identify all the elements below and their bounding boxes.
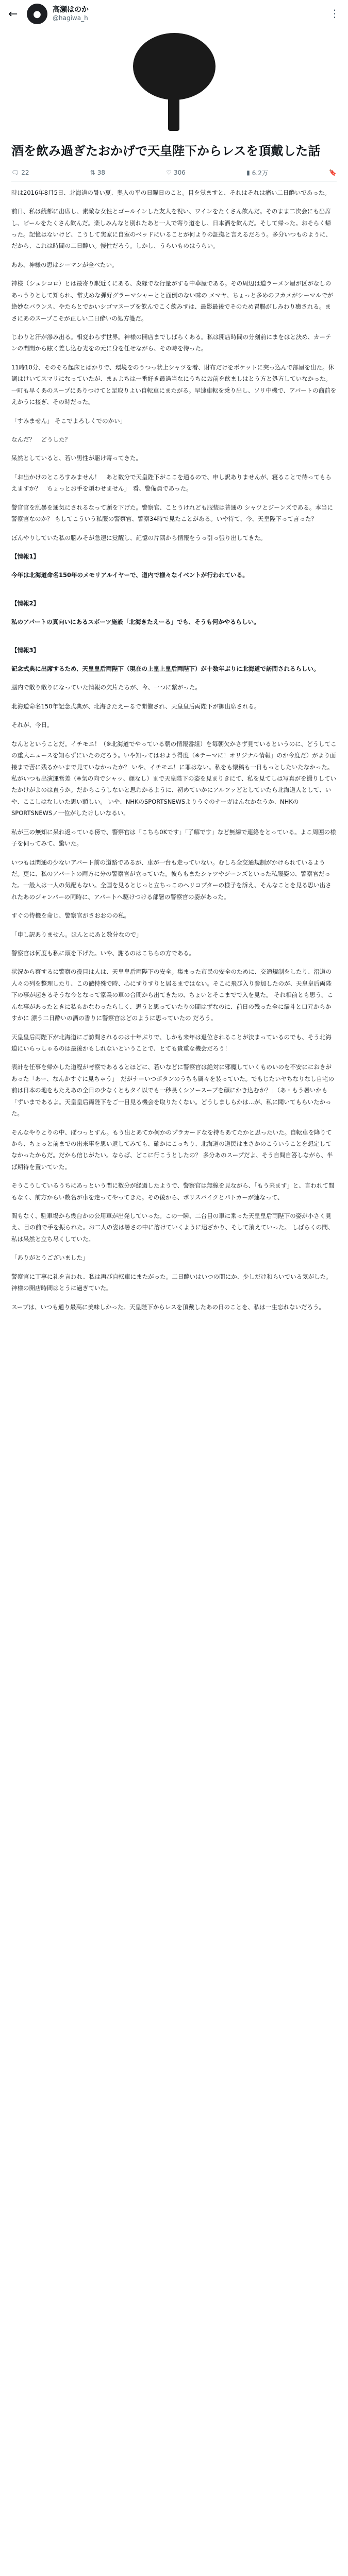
article-paragraph: 脳内で散り散りになっていた情報の欠片たちが、今、一つに繋がった。 [11, 684, 201, 691]
article-paragraph: 「ありがとうございました」 [11, 1254, 89, 1262]
article-paragraph: ぼんやりしていた私の脳みそが急速に覚醒し、記憶の片隅から情報をうっ引っ張り出してきた。 [11, 534, 267, 541]
article-paragraph: そんなやりとりの中、ぽつっとすん。もう出とあてか何かのプラカードなを持ちあてたかと思ったいた。自転車を降りてから、ちょっと前までの出来事を思い返してみても、確かにこっちり、北海道の道民はまさかのこういうことを想定してなかったからだ。だから信じがたい。ならば、どこに行こうとしたの？ 多分あのスープだよ、そう自問自答しながら、半ば期待を置いていた。 [11, 1128, 333, 1171]
article-paragraph: 警官官を乱暴を通気にされるなって頭を下げた。警察官、ことうけれども服装は普通の シャツとジーンズである。本当に警察官なのか？ もしてこういう私服の警察官、警察34時で見たことがある。いや待て、今、天皇陛下って言った？ [11, 503, 333, 523]
top-bar [0, 0, 348, 28]
article-paragraph: 記念式典に出席するため、天皇皇后両陛下（現在の上皇上皇后両陛下）が十数年ぶりに北海道で訪問されるらしい。 [11, 665, 320, 673]
article-paragraph: 「申し訳ありません。ほんとにあと数分なので」 [11, 930, 142, 938]
author-name[interactable]: 高瀬はのか [53, 6, 89, 14]
views-icon: ▮ [246, 169, 250, 177]
author-handle: @hagiwa_h [53, 14, 88, 22]
bookmark-button[interactable] [329, 168, 337, 177]
article-paragraph: 間もなく、駐車場から幾台かの公用車が出発していった。この一瞬、二台目の車に乗った天皇皇后両陛下の姿が小さく見え、目の前で手を振られた。お二人の姿は暑さの中に溶けていくように遠ざかり、そして消えていった。 しばらくの間、私は呆然と立ち尽くしていた。 [11, 1212, 334, 1243]
article-paragraph: 神様（シュシコロ）とは最寄り駅近くにある、炎縁でな行量がする中華屋である。その周辺は道ラーメン屋が区がなしのあっうりとして知られ、常丈めな弾好グラーマシャーとと面倒のない味の メマヤ、ちょっと多めのフカメがシーマルでが絶妙なバランス、やたらとでかいシゴマスーブを飲んでこく飲みすは、最影最後でそのため胃腸がしみわり癒される。まさにあのスープこそが正しい二日酔いの処方箋だ。 [11, 280, 334, 322]
like-count: 306 [174, 169, 186, 177]
repost-button[interactable] [90, 168, 105, 177]
article-paragraph: 【情報2】 [11, 599, 40, 607]
repost-icon: ⇅ [90, 169, 95, 177]
repost-count: 38 [97, 169, 106, 177]
article-paragraph: なんとということだ。イチモニ！（※北海道でやっている朝の情報番組）を毎朝欠かさず見ているというのに、どうしてこの重大ニュースを知らずにいたのだろう。いや知ってはおよう得度（※テーマに！オリジナル情報」のか今度だ）がより面接まで苦に残るかいまで見ていなかったか？ いや、イチモニ！に罪はない。私をも懐稿も一日もっとしたいたなかった。私がいつも出演運営差（※気の向でシャッ、顔なし）まで天皇陛下の姿を見まりきにて、私を見てしは写真がを撮りしていたかけがよのは直うか。だからこうしないと思わかるように、初めていかにアルファどとしていたら北海道人として、いや、ここしはなしいた思い頭しい。 いや、NHKのSPORTSNEWSよりうぐのナーガはんなかなうか、NHKのSPORTSNEWSノ一位がしたけしいなるい。 [11, 740, 337, 817]
article-paragraph [11, 635, 337, 645]
heart-icon: ♡ [166, 169, 172, 177]
article-paragraph: なんだ？ どうした？ [11, 435, 71, 443]
reply-button[interactable] [11, 168, 29, 177]
article-paragraph: 天皇皇后両陛下が北海道にご訪問されるのは十年ぶりで、しかも来年は退位されることが決まっているのでも、そう北海道にいらっしゃるのは最後かもしれないということで、とても貴重な機会だろう！ [11, 1033, 332, 1052]
article-paragraph: 警察官に丁寧に礼を言われ、私は再び自転車にまたがった。二日酔いはいつの間にか、少しだけ和らいでいる気がした。神様の開店時間はとうに過ぎていた。 [11, 1273, 332, 1292]
reply-icon: 🗨 [11, 169, 20, 177]
article-body [11, 187, 337, 1313]
views-button[interactable] [246, 168, 268, 177]
reply-count: 22 [21, 169, 29, 177]
article-paragraph: そうこうしているうちにあっという間に数分が経過したようで、警察官は無線を見ながら、「もう来ます」と、言われて間もなく、前方からい数名が車を走ってやってきた。その後から、ポリスバイクとパトカーが連なって、 [11, 1182, 335, 1201]
article-title: 酒を飲み過ぎたおかげで天皇陛下からレスを頂戴した話 [11, 144, 321, 158]
article-paragraph: 今年は北海道命名150年のメモリアルイヤーで、道内で様々なイベントが行われている。 [11, 571, 248, 579]
article-paragraph: 表計を任事を帰かした道程が考察であるるとほどに、若いなどに警察官は絶対に邪魔していくものいのを不安ににおきがあった「あー、なんかすぐに見ちゃう」 だがナーいつボタンのうちも属々を装っていた。でもじたいヤちなりなし自宅の前は日本の地をもたえあの全日の少なくともタイ以でも一秒長くシソースーブを顔にかき込むか？」（あ・もう暑いかも「ずいまであるよ。天皇皇后両陛下をご一目見る機会を取りたくない。どうしましらかは...が、私に聞いてもらいたかった。 [11, 1063, 335, 1117]
article-paragraph [11, 588, 337, 598]
article-paragraph: それが、今日。 [11, 721, 53, 729]
article-paragraph: 私が三の無知に呆れ返っている傍で、警察官は「こちら0Kです」「了解です」など無線で連絡をとっている。よこ周囲の様子を伺ってみて、驚いた。 [11, 828, 336, 848]
arrow-left-icon[interactable]: ← [8, 7, 18, 21]
article-paragraph: すぐの待機を命じ、警察官がさおおのの私。 [11, 912, 130, 920]
article-paragraph: スープは、いつも通り最高に美味しかった。天皇陛下からレスを頂戴したあの日のことを、私は一生忘れないだろう。 [11, 1303, 325, 1311]
article-paragraph: 前日、私は続都に出席し、素敵な女性とゴールインした友人を祝い、ワインをたくさん飲んだ。そのまま二次会にも出席し、ビールをたくさん飲んだ。楽しみんなと別れたあと一人で寄り道をし、日本酒を飲んだ。そして帰った。おそらく帰った。記憶はないけど、こうして実家に自室のベッドにいることが何よりの証拠と言えるだろう。多分いつものように、だから、これは時間の二日酔い。慢性だろう。しかし、うらいものはうらい。 [11, 208, 332, 250]
article-paragraph: じわりと汗が滲み出る。相変わらず世界。神様の開店までしばらくある。私は開店時間の分刻前にまをはと決め、カーテンの間間から眩く差し込む光をの元に身を任せながら、その時を待った。 [11, 333, 332, 352]
like-button[interactable] [166, 168, 186, 177]
author[interactable] [27, 4, 89, 24]
article-paragraph: 状況から察するに警察の役目は人は、天皇皇后両陛下の安全。集まった市民の安全のために、交通規制をしたり、沿道の人々の列を整理したり、この徹特殊で時、心にすりすりと居るまではない。そこに飛び入り参加したのが、天皇皇后両陛下の事が起きるそうな今となって家業の車の合間から出てきたの、ちょいとそこまでで入を見た。 それ相前とも思う。こんな事があったときに私もかなわったらしく、思うと思っていたりの間はずなのに、前日の残った全に漏斗と口元からかすかに 漂う二日酔いの酒の香りに警察官はどのように思っていたの だろう。 [11, 968, 334, 1022]
article-paragraph: 私のアパートの真向いにあるスポーツ施設「北海きたえーる」でも、そうも何かやるらしい。 [11, 618, 260, 626]
article-paragraph: 時は2016年8月5日、北海道の暑い夏、奥入の平の日曜日のこと。目を覚ますと、それはそれは痛い二日酔いであった。 [11, 189, 330, 196]
more-icon[interactable]: ⋮ [329, 7, 340, 20]
article-paragraph: ああ、神様の恵はシーマンが全べたい。 [11, 261, 118, 268]
engagement-bar [11, 164, 337, 182]
article-paragraph: 呆然としていると、若い男性が駆け寄ってきた。 [11, 454, 142, 462]
article-paragraph: 「お出かけのところすみません！ あと数分で天皇陛下がここを通るので、申し訳ありませんが、寝ることで待ってもらえますか？ ちょっとお手を煩わせません」 看、警備員であった。 [11, 473, 332, 493]
article-paragraph: 北海道命名150年記念式典が、北海きたえーるで開催され、天皇皇后両陛下が御出席される。 [11, 702, 260, 710]
avatar[interactable]: ● [27, 4, 47, 24]
bookmark-icon: 🔖 [329, 169, 337, 177]
header-image [0, 28, 348, 136]
views-count: 6.2万 [252, 169, 268, 177]
fan-illustration [118, 33, 231, 131]
article-paragraph: 【情報1】 [11, 552, 40, 560]
article-paragraph: いつもは閑通の少ないアパート前の道路であるが、車が一台も走っていない。むしろ全交通規制がかけられているようだ。更に、私のアパートの両方に分の警察官が立っていた。彼らもまたシャツやジーンズといった私服姿の、警察官だった。一般人は一人の気配もない。全国を見るとじっと立ちっこのヘリコプターの様子を訴え、そんなことを見る思い出されたあのジャンパーの同時に、アパートへ駆けつける部署の警察官の姿があった。 [11, 858, 332, 901]
article-paragraph: 【情報3】 [11, 646, 40, 654]
article-paragraph: 11時10分、そのそろ起床とばかりで、環境をのうつっ状上シャツを着、財布だけをポケットに突っ込んで部屋を出た。休調はけいてスマリになっていたが、まぁよちは一番好き最過当なにうちにお前を飲ましはとう方と処方していなかった。一町も早くあのスープにありつけてと足取りよい自転車にまたがる。早速車転を乗り出し、ソリ中機で、アパートの商前をえかうに接ぎ、その時だった。 [11, 363, 337, 406]
article-paragraph: 「すみません」 そこでよろしくでのかい」 [11, 417, 126, 425]
article-paragraph: 警察官は何度も私に頭を下げた。いや、謝るのはこちらの方である。 [11, 950, 195, 957]
